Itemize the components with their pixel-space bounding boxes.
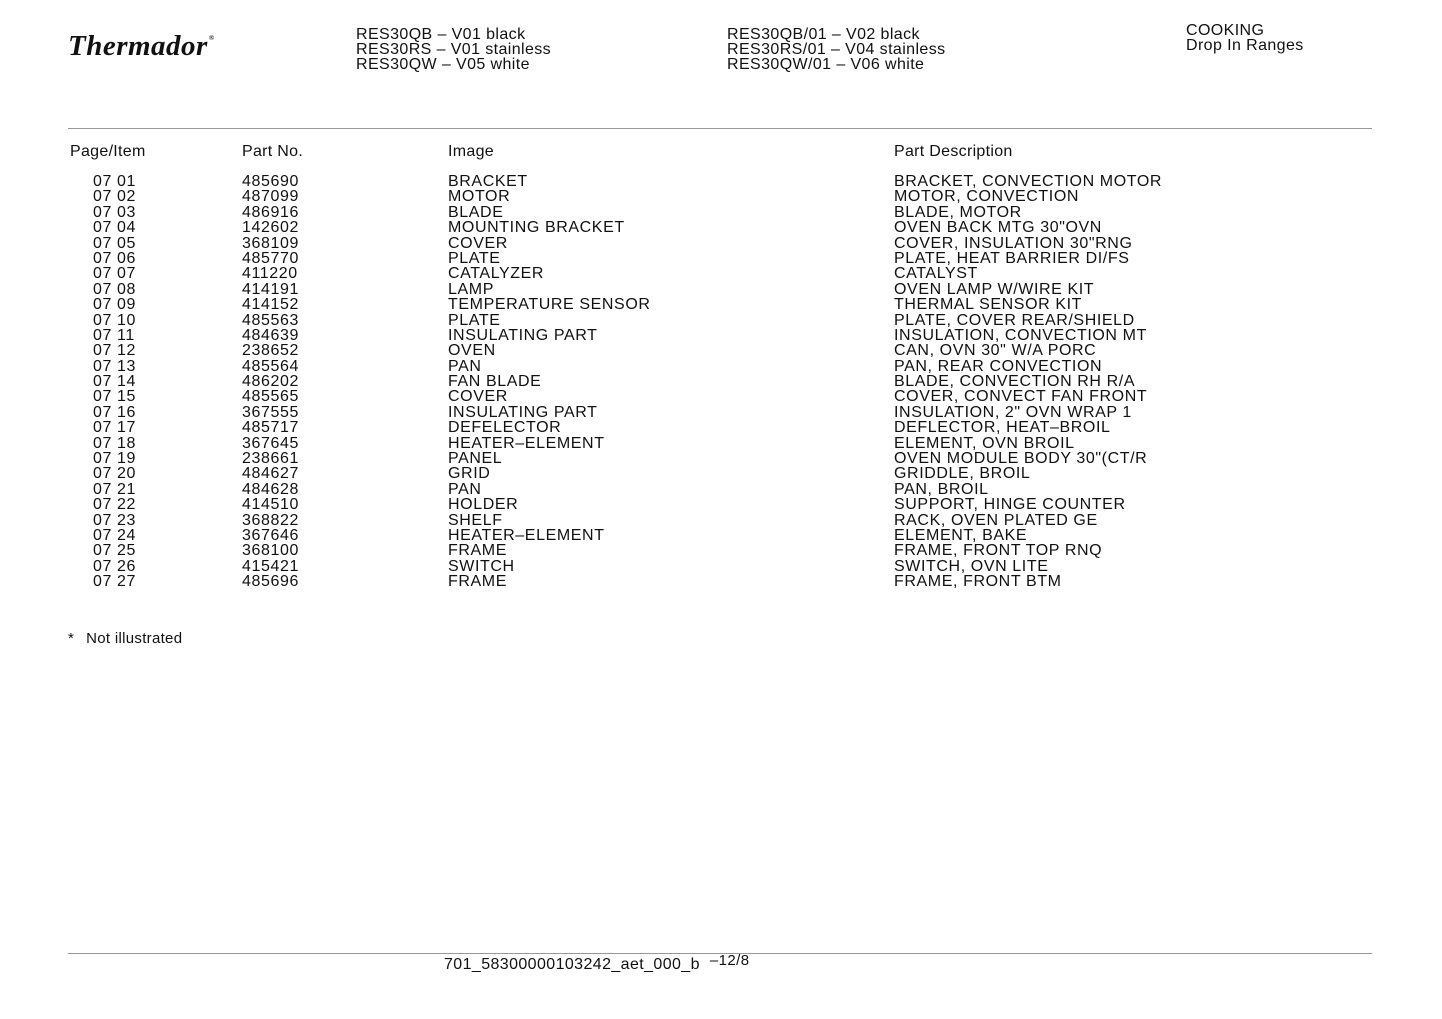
cell-description: CATALYST — [894, 265, 978, 283]
table-row — [0, 574, 1442, 589]
model-line: RES30RS – V01 stainless — [356, 41, 552, 58]
cell-image: HOLDER — [448, 496, 519, 514]
cell-page-item: 07 27 — [93, 573, 137, 591]
cell-description: BLADE, CONVECTION RH R/A — [894, 373, 1136, 391]
cell-page-item: 07 25 — [93, 542, 137, 560]
cell-page-item: 07 18 — [93, 434, 137, 452]
cell-page-item: 07 09 — [93, 296, 137, 314]
cell-part-no: 415421 — [242, 557, 299, 575]
cell-part-no: 238661 — [242, 450, 299, 468]
table-row — [0, 220, 1442, 235]
cell-description: OVEN BACK MTG 30"OVN — [894, 219, 1102, 237]
cell-description: CAN, OVN 30" W/A PORC — [894, 342, 1097, 360]
footer — [444, 952, 750, 974]
cell-description: ELEMENT, OVN BROIL — [894, 434, 1075, 452]
category-label — [1186, 23, 1304, 53]
table-row — [0, 297, 1442, 312]
table-row — [0, 420, 1442, 435]
cell-page-item: 07 05 — [93, 234, 137, 252]
cell-image: LAMP — [448, 280, 494, 298]
table-row — [0, 251, 1442, 266]
cell-page-item: 07 24 — [93, 526, 137, 544]
table-row — [0, 482, 1442, 497]
table-row — [0, 343, 1442, 358]
cell-image: BRACKET — [448, 173, 528, 190]
table-row — [0, 205, 1442, 220]
brand-name: Thermador — [68, 30, 208, 62]
cell-image: FAN BLADE — [448, 373, 542, 391]
cell-page-item: 07 14 — [93, 373, 137, 391]
header-part-no: Part No. — [242, 143, 304, 160]
model-list-right — [727, 27, 946, 72]
cell-page-item: 07 15 — [93, 388, 137, 406]
cell-image: PLATE — [448, 249, 501, 267]
cell-description: OVEN LAMP W/WIRE KIT — [894, 280, 1095, 298]
cell-part-no: 484628 — [242, 480, 299, 498]
cell-image: PAN — [448, 357, 482, 375]
category-line1: COOKING — [1186, 22, 1265, 39]
cell-description: GRIDDLE, BROIL — [894, 465, 1031, 483]
cell-image: MOUNTING BRACKET — [448, 219, 625, 237]
cell-page-item: 07 19 — [93, 450, 137, 468]
header-divider — [68, 128, 1372, 129]
cell-part-no: 367646 — [242, 526, 299, 544]
cell-part-no: 484627 — [242, 465, 299, 483]
cell-description: PAN, REAR CONVECTION — [894, 357, 1103, 375]
cell-description: INSULATION, CONVECTION MT — [894, 326, 1147, 344]
cell-part-no: 368109 — [242, 234, 299, 252]
table-row — [0, 451, 1442, 466]
cell-page-item: 07 17 — [93, 419, 137, 437]
model-line: RES30QW/01 – V06 white — [727, 56, 925, 73]
table-row — [0, 405, 1442, 420]
cell-page-item: 07 06 — [93, 249, 137, 267]
table-row — [0, 266, 1442, 281]
table-row — [0, 313, 1442, 328]
table-row — [0, 389, 1442, 404]
cell-part-no: 368100 — [242, 542, 299, 560]
cell-part-no: 485690 — [242, 173, 299, 190]
cell-page-item: 07 12 — [93, 342, 137, 360]
cell-image: MOTOR — [448, 188, 511, 206]
footnote — [68, 630, 182, 647]
cell-description: MOTOR, CONVECTION — [894, 188, 1080, 206]
table-row — [0, 236, 1442, 251]
cell-part-no: 485717 — [242, 419, 299, 437]
table-row — [0, 497, 1442, 512]
cell-description: RACK, OVEN PLATED GE — [894, 511, 1098, 529]
cell-image: CATALYZER — [448, 265, 545, 283]
cell-description: OVEN MODULE BODY 30"(CT/R — [894, 450, 1148, 468]
cell-description: ELEMENT, BAKE — [894, 526, 1028, 544]
model-line: RES30QB – V01 black — [356, 26, 526, 43]
header-page-item: Page/Item — [70, 143, 146, 160]
footnote-text: Not illustrated — [86, 630, 183, 647]
cell-part-no: 142602 — [242, 219, 299, 237]
header-image: Image — [448, 143, 494, 160]
cell-image: INSULATING PART — [448, 403, 598, 421]
cell-image: TEMPERATURE SENSOR — [448, 296, 651, 314]
table-row — [0, 189, 1442, 204]
cell-page-item: 07 03 — [93, 203, 137, 221]
cell-image: DEFELECTOR — [448, 419, 562, 437]
cell-description: COVER, INSULATION 30"RNG — [894, 234, 1133, 252]
brand-logo — [68, 30, 215, 63]
cell-part-no: 485564 — [242, 357, 299, 375]
cell-page-item: 07 16 — [93, 403, 137, 421]
table-row — [0, 559, 1442, 574]
cell-description: INSULATION, 2" OVN WRAP 1 — [894, 403, 1132, 421]
cell-part-no: 487099 — [242, 188, 299, 206]
table-row — [0, 328, 1442, 343]
cell-page-item: 07 01 — [93, 173, 137, 190]
cell-page-item: 07 04 — [93, 219, 137, 237]
cell-image: INSULATING PART — [448, 326, 598, 344]
cell-part-no: 238652 — [242, 342, 299, 360]
header-part-description: Part Description — [894, 143, 1013, 160]
cell-image: FRAME — [448, 542, 507, 560]
document-id: 701_58300000103242_aet_000_b — [444, 956, 700, 973]
parts-table — [0, 174, 1442, 590]
cell-description: FRAME, FRONT TOP RNQ — [894, 542, 1103, 560]
table-row — [0, 528, 1442, 543]
cell-part-no: 411220 — [242, 265, 298, 283]
table-row — [0, 282, 1442, 297]
cell-image: HEATER–ELEMENT — [448, 526, 605, 544]
cell-image: BLADE — [448, 203, 504, 221]
cell-page-item: 07 11 — [93, 326, 135, 344]
cell-part-no: 414152 — [242, 296, 299, 314]
cell-part-no: 485565 — [242, 388, 299, 406]
cell-image: OVEN — [448, 342, 496, 360]
cell-page-item: 07 23 — [93, 511, 137, 529]
cell-description: SWITCH, OVN LITE — [894, 557, 1049, 575]
cell-page-item: 07 26 — [93, 557, 137, 575]
model-list-left — [356, 27, 551, 72]
cell-description: PLATE, HEAT BARRIER DI/FS — [894, 249, 1130, 267]
cell-image: HEATER–ELEMENT — [448, 434, 605, 452]
table-row — [0, 436, 1442, 451]
cell-part-no: 485563 — [242, 311, 299, 329]
table-row — [0, 513, 1442, 528]
cell-description: FRAME, FRONT BTM — [894, 573, 1062, 591]
cell-part-no: 485696 — [242, 573, 299, 591]
cell-description: PAN, BROIL — [894, 480, 989, 498]
cell-description: COVER, CONVECT FAN FRONT — [894, 388, 1148, 406]
cell-part-no: 367555 — [242, 403, 299, 421]
cell-description: THERMAL SENSOR KIT — [894, 296, 1083, 314]
cell-page-item: 07 13 — [93, 357, 137, 375]
table-row — [0, 466, 1442, 481]
cell-part-no: 368822 — [242, 511, 299, 529]
cell-image: FRAME — [448, 573, 507, 591]
table-row — [0, 543, 1442, 558]
table-row — [0, 359, 1442, 374]
cell-page-item: 07 10 — [93, 311, 137, 329]
cell-image: COVER — [448, 234, 508, 252]
cell-part-no: 486916 — [242, 203, 299, 221]
cell-page-item: 07 07 — [93, 265, 137, 283]
footnote-symbol: * — [68, 630, 75, 647]
cell-image: PLATE — [448, 311, 501, 329]
cell-description: SUPPORT, HINGE COUNTER — [894, 496, 1126, 514]
cell-image: GRID — [448, 465, 491, 483]
cell-image: PAN — [448, 480, 482, 498]
cell-page-item: 07 08 — [93, 280, 137, 298]
table-row — [0, 374, 1442, 389]
cell-page-item: 07 22 — [93, 496, 137, 514]
cell-part-no: 367645 — [242, 434, 299, 452]
cell-description: BRACKET, CONVECTION MOTOR — [894, 173, 1163, 190]
cell-page-item: 07 02 — [93, 188, 137, 206]
cell-image: PANEL — [448, 450, 503, 468]
cell-image: SWITCH — [448, 557, 515, 575]
model-line: RES30QW – V05 white — [356, 56, 530, 73]
cell-part-no: 414191 — [242, 280, 299, 298]
table-row — [0, 174, 1442, 189]
cell-image: COVER — [448, 388, 508, 406]
model-line: RES30RS/01 – V04 stainless — [727, 41, 946, 58]
cell-part-no: 484639 — [242, 326, 299, 344]
cell-image: SHELF — [448, 511, 503, 529]
cell-part-no: 485770 — [242, 249, 299, 267]
page-number: –12/8 — [709, 952, 750, 969]
model-line: RES30QB/01 – V02 black — [727, 26, 920, 43]
registered-mark: ® — [208, 34, 215, 42]
cell-page-item: 07 21 — [93, 480, 137, 498]
cell-description: DEFLECTOR, HEAT–BROIL — [894, 419, 1111, 437]
cell-part-no: 414510 — [242, 496, 299, 514]
cell-page-item: 07 20 — [93, 465, 137, 483]
cell-part-no: 486202 — [242, 373, 299, 391]
category-line2: Drop In Ranges — [1186, 37, 1304, 54]
cell-description: BLADE, MOTOR — [894, 203, 1022, 221]
cell-description: PLATE, COVER REAR/SHIELD — [894, 311, 1135, 329]
